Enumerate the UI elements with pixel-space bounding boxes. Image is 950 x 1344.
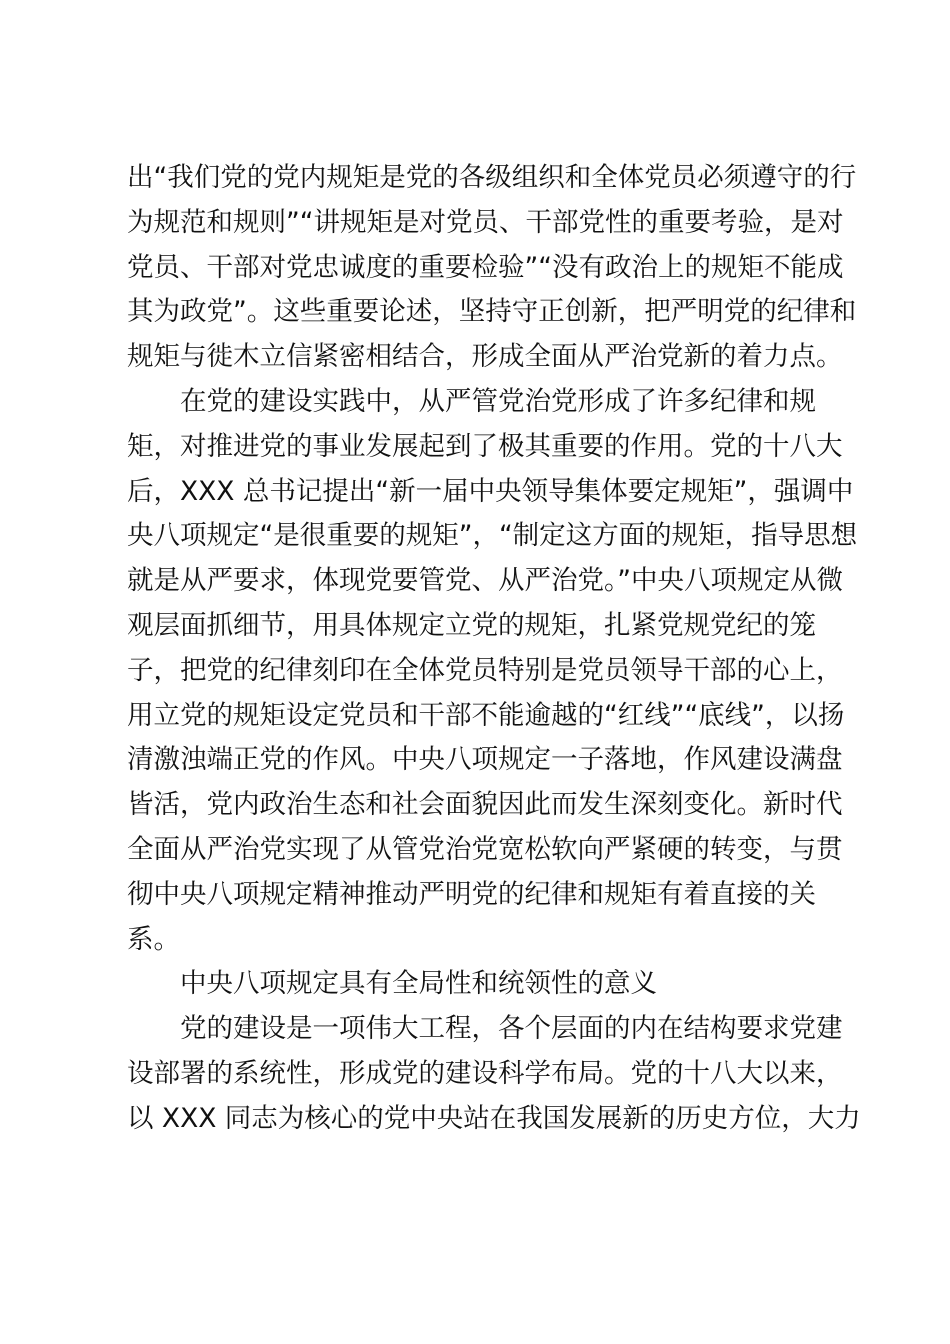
text-line: 清激浊端正党的作风。中央八项规定一子落地，作风建设满盘	[127, 744, 843, 776]
text-line: 观层面抓细节，用具体规定立党的规矩，扎紧党规党纪的笼	[127, 609, 816, 641]
text-line: 以 XXX 同志为核心的党中央站在我国发展新的历史方位，大力	[127, 1102, 861, 1134]
text-line: 其为政党”。这些重要论述，坚持守正创新，把严明党的纪律和	[127, 296, 857, 328]
document-body	[127, 156, 861, 1142]
text-line: 规矩与徙木立信紧密相结合，形成全面从严治党新的着力点。	[127, 341, 843, 373]
text-line: 全面从严治党实现了从管党治党宽松软向严紧硬的转变，与贯	[127, 833, 843, 865]
text-line: 矩，对推进党的事业发展起到了极其重要的作用。党的十八大	[127, 430, 843, 462]
text-line: 子，把党的纪律刻印在全体党员特别是党员领导干部的心上，	[127, 654, 843, 686]
text-line: 皆活，党内政治生态和社会面貌因此而发生深刻变化。新时代	[127, 789, 843, 821]
text-line: 设部署的系统性，形成党的建设科学布局。党的十八大以来，	[127, 1057, 843, 1089]
text-line: 用立党的规矩设定党员和干部不能逾越的“红线”“底线”，以扬	[127, 699, 845, 731]
text-line: 中央八项规定具有全局性和统领性的意义	[180, 968, 657, 1000]
text-line: 出“我们党的党内规矩是党的各级组织和全体党员必须遵守的行	[127, 162, 857, 193]
text-line: 后，XXX 总书记提出“新一届中央领导集体要定规矩”，强调中	[127, 475, 854, 507]
text-line: 系。	[127, 923, 180, 955]
text-line: 党的建设是一项伟大工程，各个层面的内在结构要求党建	[180, 1013, 843, 1045]
text-line: 党员、干部对党忠诚度的重要检验”“没有政治上的规矩不能成	[127, 251, 844, 283]
text-line: 彻中央八项规定精神推动严明党的纪律和规矩有着直接的关	[127, 878, 816, 910]
text-line: 就是从严要求，体现党要管党、从严治党。”中央八项规定从微	[127, 565, 843, 597]
text-line: 在党的建设实践中，从严管党治党形成了许多纪律和规	[180, 385, 816, 417]
text-line: 央八项规定“是很重要的规矩”，“制定这方面的规矩，指导思想	[127, 520, 858, 552]
text-line: 为规范和规则”“讲规矩是对党员、干部党性的重要考验，是对	[127, 206, 844, 238]
